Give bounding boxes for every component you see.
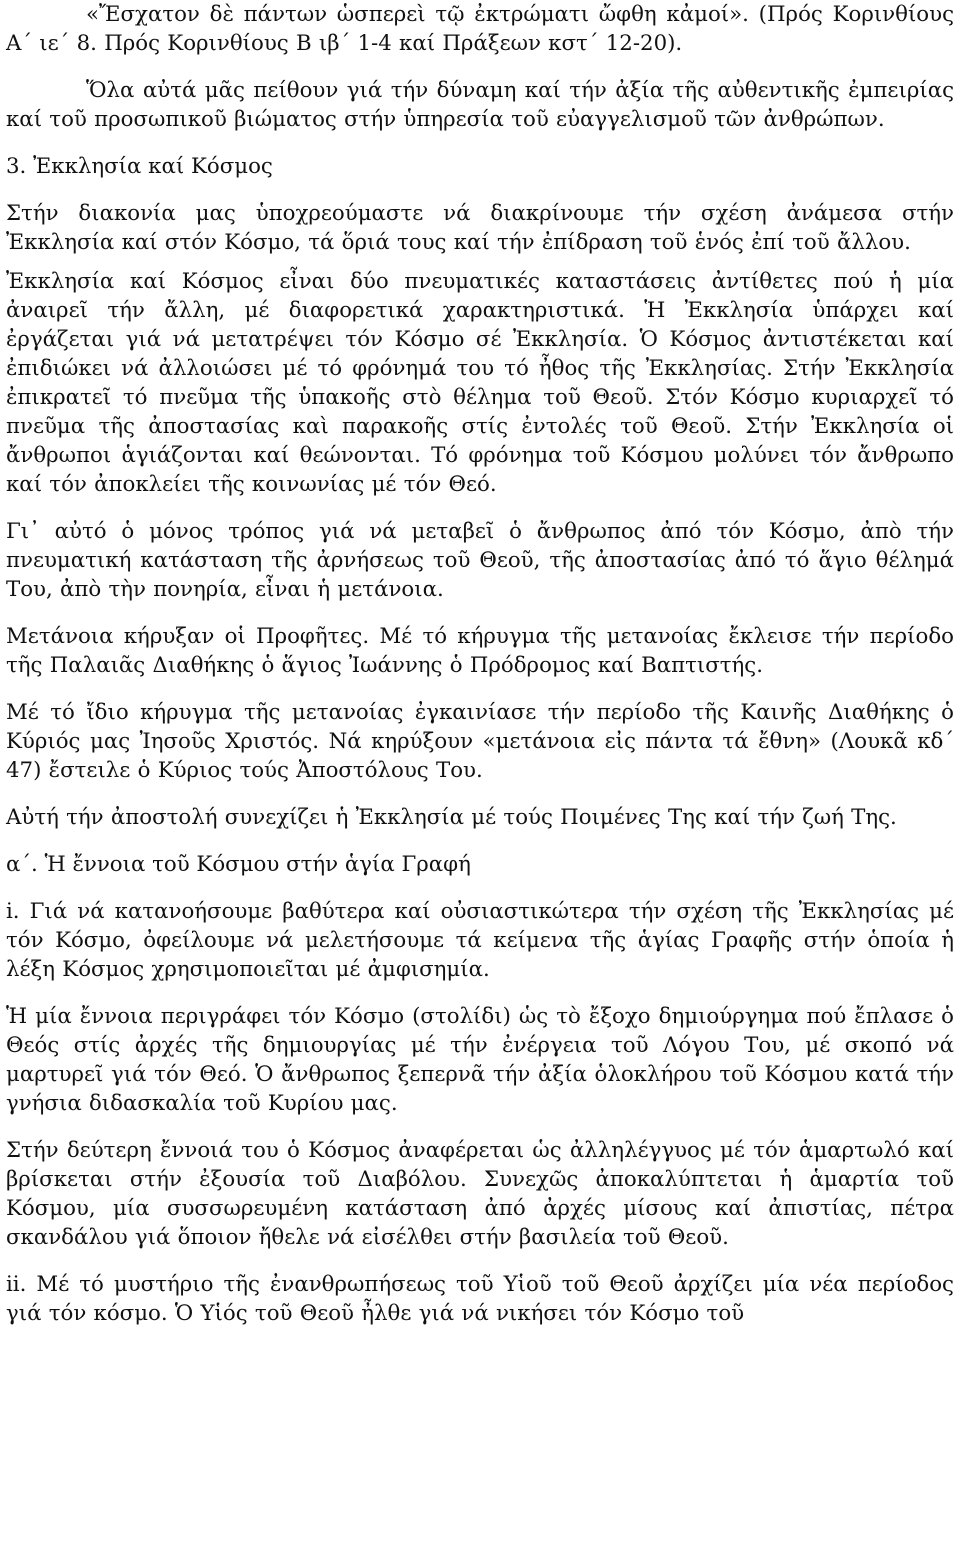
paragraph-experience: Ὅλα αὐτά μᾶς πείθουν γιά τήν δύναμη καί τήν ἀξία τῆς αὐθεντικῆς ἐμπειρίας καί τοῦ προσωπικοῦ βιώματος στήν ὑπηρεσία τοῦ εὐαγγελισμοῦ τῶν ἀνθρώπων.: [6, 78, 954, 132]
paragraph-first-meaning: Ἡ μία ἔννοια περιγράφει τόν Κόσμο (στολίδι) ὡς τὸ ἔξοχο δημιούργημα πού ἔπλασε ὁ Θεός στίς ἀρχές τῆς δημιουργίας μέ τήν ἐνέργεια τοῦ Λόγου Του, μέ σκοπό νά μαρτυρεῖ γιά τόν Θεό. Ὁ ἄνθρωπος ξεπερνᾶ τήν ἀξία ὁλοκλήρου τοῦ Κόσμου κατά τήν γνήσια διδασκαλία τοῦ Κυρίου μας.: [6, 1004, 954, 1116]
section-heading-church-and-world: 3. Ἐκκλησία καί Κόσμος: [6, 154, 273, 179]
paragraph-incarnation: ii. Μέ τό μυστήριο τῆς ἐνανθρωπήσεως τοῦ Υἱοῦ τοῦ Θεοῦ ἀρχίζει μία νέα περίοδος γιά τόν κόσμο. Ὁ Υἱός τοῦ Θεοῦ ἦλθε γιά νά νικήσει τόν Κόσμο τοῦ: [6, 1272, 954, 1326]
document-page: [6, 0, 954, 1328]
subsection-heading-world-in-scripture: α΄. Ἡ ἔννοια τοῦ Κόσμου στήν ἁγία Γραφή: [6, 852, 471, 877]
paragraph-repentance-way: Γι᾽ αὐτό ὁ μόνος τρόπος γιά νά μεταβεῖ ὁ ἄνθρωπος ἀπό τόν Κόσμο, ἀπὸ τήν πνευματική κατάσταση τῆς ἀρνήσεως τοῦ Θεοῦ, τῆς ἀποστασίας ἀπό τό ἅγιο θέλημά Του, ἀπὸ τὴν πονηρία, εἶναι ἡ μετάνοια.: [6, 519, 954, 602]
paragraph-church-world-contrast: Ἐκκλησία καί Κόσμος εἶναι δύο πνευματικές καταστάσεις ἀντίθετες πού ἡ μία ἀναιρεῖ τήν ἄλλη, μέ διαφορετικά χαρακτηριστικά. Ἡ Ἐκκλησία ὑπάρχει καί ἐργάζεται γιά νά μετατρέψει τόν Κόσμο σέ Ἐκκλησία. Ὁ Κόσμος ἀντιστέκεται καί ἐπιδιώκει νά ἀλλοιώσει μέ τό φρόνημά του τό ἦθος τῆς Ἐκκλησίας. Στήν Ἐκκλησία ἐπικρατεῖ τό πνεῦμα τῆς ὑπακοῆς στὸ θέλημα τοῦ Θεοῦ. Στόν Κόσμο κυριαρχεῖ τό πνεῦμα τῆς ἀποστασίας καὶ παρακοῆς στίς ἐντολές τοῦ Θεοῦ. Στήν Ἐκκλησία οἱ ἄνθρωποι ἁγιάζονται καί θεώνονται. Τό φρόνημα τοῦ Κόσμου μολύνει τόν ἄνθρωπο καί τόν ἀποκλείει τῆς κοινωνίας μέ τόν Θεό.: [6, 269, 954, 497]
paragraph-understanding: i. Γιά νά κατανοήσουμε βαθύτερα καί οὐσιαστικώτερα τήν σχέση τῆς Ἐκκλησίας μέ τόν Κόσμο, ὀφείλουμε νά μελετήσουμε τά κείμενα τῆς ἁγίας Γραφῆς στήν ὁποία ἡ λέξη Κόσμος χρησιμοποιεῖται μέ ἀμφισημία.: [6, 899, 954, 982]
paragraph-prophets: Μετάνοια κήρυξαν οἱ Προφῆτες. Μέ τό κήρυγμα τῆς μετανοίας ἔκλεισε τήν περίοδο τῆς Παλαιᾶς Διαθήκης ὁ ἅγιος Ἰωάννης ὁ Πρόδρομος καί Βαπτιστής.: [6, 624, 954, 678]
paragraph-christ-preaching: Μέ τό ἴδιο κήρυγμα τῆς μετανοίας ἐγκαινίασε τήν περίοδο τῆς Καινῆς Διαθήκης ὁ Κύριός μας Ἰησοῦς Χριστός. Νά κηρύξουν «μετάνοια εἰς πάντα τά ἔθνη» (Λουκᾶ κδ΄ 47) ἔστειλε ὁ Κύριος τούς Ἀποστόλους Του.: [6, 700, 954, 783]
paragraph-ministry: Στήν διακονία μας ὑποχρεούμαστε νά διακρίνουμε τήν σχέση ἀνάμεσα στήν Ἐκκλησία καί στόν Κόσμο, τά ὅριά τους καί τήν ἐπίδραση τοῦ ἑνός ἐπί τοῦ ἄλλου.: [6, 201, 954, 255]
paragraph-mission: Αὐτή τήν ἀποστολή συνεχίζει ἡ Ἐκκλησία μέ τούς Ποιμένες Της καί τήν ζωή Της.: [6, 805, 897, 830]
paragraph-second-meaning: Στήν δεύτερη ἔννοιά του ὁ Κόσμος ἀναφέρεται ὡς ἀλληλέγγυος μέ τόν ἁμαρτωλό καί βρίσκεται στήν ἐξουσία τοῦ Διαβόλου. Συνεχῶς ἀποκαλύπτεται ἡ ἁμαρτία τοῦ Κόσμου, μία συσσωρευμένη κατάσταση ἀπό ἀρχές μίσους καί ἀπιστίας, πέτρα σκανδάλου γιά ὅποιον ἤθελε νά εἰσέλθει στήν βασιλεία τοῦ Θεοῦ.: [6, 1138, 954, 1250]
paragraph-quote: «Ἔσχατον δὲ πάντων ὡσπερεὶ τῷ ἐκτρώματι ὤφθη κἀμοί». (Πρός Κορινθίους Α΄ ιε΄ 8. Πρός Κορινθίους Β ιβ΄ 1-4 καί Πράξεων κστ΄ 12-20).: [6, 2, 954, 56]
